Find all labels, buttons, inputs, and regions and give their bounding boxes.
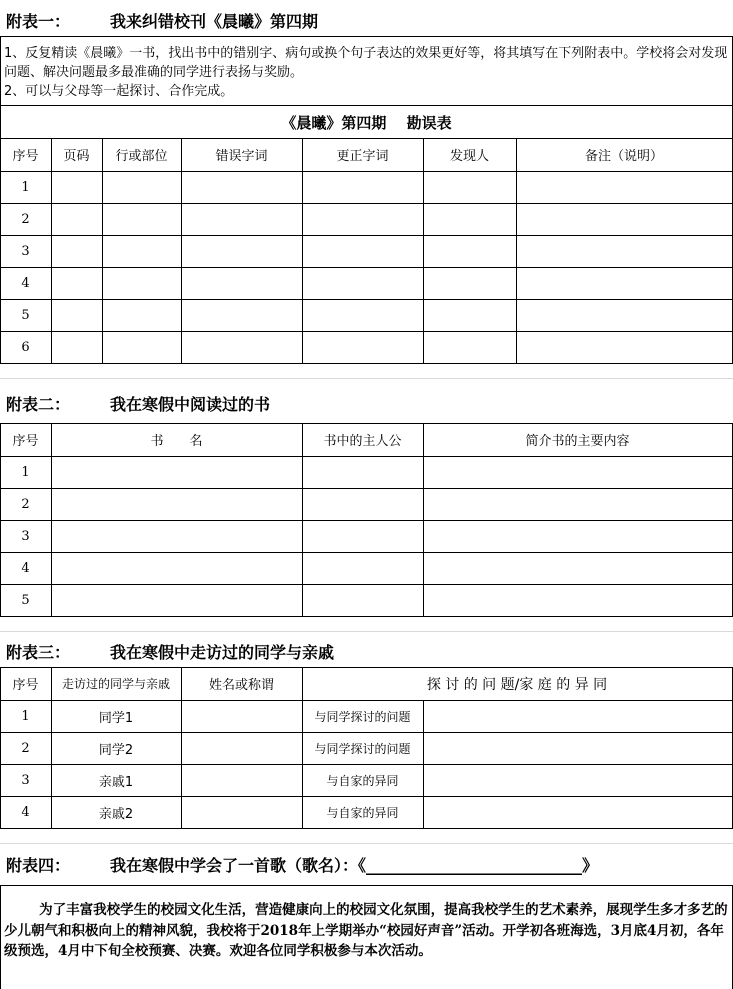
books-col-header: 书 名 xyxy=(150,434,203,449)
books-row-number: 3 xyxy=(21,528,30,544)
errata-entry-cell[interactable] xyxy=(181,299,302,331)
visits-name-input-cell[interactable] xyxy=(181,732,302,764)
visits-person-type: 亲戚2 xyxy=(98,806,134,822)
books-entry-cell[interactable] xyxy=(302,520,423,552)
books-col-header: 序号 xyxy=(12,434,39,449)
errata-entry-cell[interactable] xyxy=(516,299,732,331)
errata-entry-cell[interactable] xyxy=(51,267,102,299)
errata-entry-cell[interactable] xyxy=(423,331,516,363)
errata-entry-cell[interactable] xyxy=(302,235,423,267)
song-event-paragraph: 为了丰富我校学生的校园文化生活，营造健康向上的校园文化氛围，提高我校学生的艺术素养，展现学生多才多艺的少儿朝气和积极向上的精神风貌，我校将于2018年上学期举办“校园好声音”活动。开学初各班海选，3月底4月初，各年级预选，4月中下旬全校预赛、决赛。欢迎各位同学积极参与本次活动。 xyxy=(4,902,728,959)
visits-name-input-cell[interactable] xyxy=(181,796,302,828)
visits-topic-label: 与自家的异同 xyxy=(326,773,399,788)
section3-title: 我在寒假中走访过的同学与亲戚 xyxy=(110,643,335,662)
visits-notes-input-cell[interactable] xyxy=(423,732,732,764)
errata-entry-cell[interactable] xyxy=(102,267,181,299)
books-entry-cell[interactable] xyxy=(302,488,423,520)
visits-name-input-cell[interactable] xyxy=(181,764,302,796)
errata-entry-cell[interactable] xyxy=(51,299,102,331)
visits-topic-label: 与同学探讨的问题 xyxy=(314,709,411,724)
errata-entry-cell[interactable] xyxy=(102,235,181,267)
errata-row-number: 4 xyxy=(21,275,30,291)
errata-entry-cell[interactable] xyxy=(423,267,516,299)
errata-entry-cell[interactable] xyxy=(181,171,302,203)
errata-entry-cell[interactable] xyxy=(181,267,302,299)
errata-entry-cell[interactable] xyxy=(102,171,181,203)
errata-row-number: 6 xyxy=(21,339,30,355)
visits-name-input-cell[interactable] xyxy=(181,700,302,732)
books-col-header: 书中的主人公 xyxy=(323,434,402,449)
errata-entry-cell[interactable] xyxy=(516,235,732,267)
visits-notes-input-cell[interactable] xyxy=(423,764,732,796)
errata-entry-cell[interactable] xyxy=(102,203,181,235)
books-entry-cell[interactable] xyxy=(423,488,732,520)
books-entry-cell[interactable] xyxy=(51,552,302,584)
errata-col-header: 页码 xyxy=(63,149,90,164)
errata-entry-cell[interactable] xyxy=(181,235,302,267)
errata-entry-cell[interactable] xyxy=(102,331,181,363)
errata-entry-cell[interactable] xyxy=(302,171,423,203)
books-entry-cell[interactable] xyxy=(302,456,423,488)
errata-entry-cell[interactable] xyxy=(423,203,516,235)
errata-entry-cell[interactable] xyxy=(181,203,302,235)
errata-entry-cell[interactable] xyxy=(302,331,423,363)
books-entry-cell[interactable] xyxy=(302,584,423,616)
errata-row-number: 2 xyxy=(21,211,30,227)
note-2: 2、可以与父母等一起探讨、合作完成。 xyxy=(4,84,234,99)
visits-col-header: 姓名或称谓 xyxy=(208,678,274,693)
visits-person-type: 亲戚1 xyxy=(98,774,134,790)
visits-notes-input-cell[interactable] xyxy=(423,796,732,828)
books-col-header: 简介书的主要内容 xyxy=(525,434,630,449)
errata-table-title: 《晨曦》第四期 勘误表 xyxy=(281,113,452,132)
errata-entry-cell[interactable] xyxy=(516,331,732,363)
errata-entry-cell[interactable] xyxy=(102,299,181,331)
errata-entry-cell[interactable] xyxy=(302,267,423,299)
visits-col-header: 探 讨 的 问 题/家 庭 的 异 同 xyxy=(426,676,608,693)
visits-person-type: 同学1 xyxy=(98,710,134,726)
section2-title: 我在寒假中阅读过的书 xyxy=(110,395,271,414)
errata-col-header: 序号 xyxy=(12,149,39,164)
visits-row-number: 3 xyxy=(21,772,30,788)
errata-entry-cell[interactable] xyxy=(51,203,102,235)
errata-entry-cell[interactable] xyxy=(423,299,516,331)
visits-topic-label: 与自家的异同 xyxy=(326,805,399,820)
books-entry-cell[interactable] xyxy=(423,520,732,552)
errata-row-number: 3 xyxy=(21,243,30,259)
errata-col-header: 错误字词 xyxy=(215,149,268,164)
books-entry-cell[interactable] xyxy=(423,552,732,584)
books-row-number: 1 xyxy=(21,464,30,480)
visits-row-number: 1 xyxy=(21,708,30,724)
errata-entry-cell[interactable] xyxy=(51,171,102,203)
visits-notes-input-cell[interactable] xyxy=(423,700,732,732)
errata-col-header: 发现人 xyxy=(449,149,489,164)
errata-entry-cell[interactable] xyxy=(516,203,732,235)
books-entry-cell[interactable] xyxy=(51,456,302,488)
books-row-number: 4 xyxy=(21,560,30,576)
books-entry-cell[interactable] xyxy=(51,584,302,616)
section4-label: 附表四： xyxy=(6,856,71,875)
errata-entry-cell[interactable] xyxy=(51,235,102,267)
visits-row-number: 2 xyxy=(21,740,30,756)
errata-col-header: 更正字词 xyxy=(336,149,389,164)
books-entry-cell[interactable] xyxy=(302,552,423,584)
errata-entry-cell[interactable] xyxy=(302,203,423,235)
books-entry-cell[interactable] xyxy=(51,488,302,520)
section2-label: 附表二： xyxy=(6,395,71,414)
errata-entry-cell[interactable] xyxy=(423,171,516,203)
note-1: 1、反复精读《晨曦》一书，找出书中的错别字、病句或换个句子表达的效果更好等，将其填写在下列附表中。学校将会对发现问题、解决问题最多最准确的同学进行表扬与奖励。 xyxy=(4,46,728,80)
visits-person-type: 同学2 xyxy=(98,742,134,758)
visits-col-header: 序号 xyxy=(12,678,39,693)
books-entry-cell[interactable] xyxy=(51,520,302,552)
errata-entry-cell[interactable] xyxy=(516,171,732,203)
errata-row-number: 5 xyxy=(21,307,30,323)
errata-entry-cell[interactable] xyxy=(302,299,423,331)
section4-title: 我在寒假中学会了一首歌（歌名）：《___________________________》 xyxy=(110,856,599,875)
section1-title: 我来纠错校刊《晨曦》第四期 xyxy=(110,12,319,31)
errata-entry-cell[interactable] xyxy=(423,235,516,267)
books-entry-cell[interactable] xyxy=(423,456,732,488)
books-row-number: 2 xyxy=(21,496,30,512)
section3-label: 附表三： xyxy=(6,643,71,662)
visits-col-header: 走访过的同学与亲戚 xyxy=(61,677,170,691)
errata-entry-cell[interactable] xyxy=(181,331,302,363)
errata-col-header: 备注（说明） xyxy=(584,149,663,164)
errata-col-header: 行或部位 xyxy=(115,149,168,164)
errata-entry-cell[interactable] xyxy=(516,267,732,299)
section1-label: 附表一： xyxy=(6,12,71,31)
books-entry-cell[interactable] xyxy=(423,584,732,616)
errata-row-number: 1 xyxy=(21,179,30,195)
section1-notes xyxy=(0,38,733,104)
books-row-number: 5 xyxy=(21,592,30,608)
visits-topic-label: 与同学探讨的问题 xyxy=(314,741,411,756)
visits-row-number: 4 xyxy=(21,804,30,820)
errata-entry-cell[interactable] xyxy=(51,331,102,363)
